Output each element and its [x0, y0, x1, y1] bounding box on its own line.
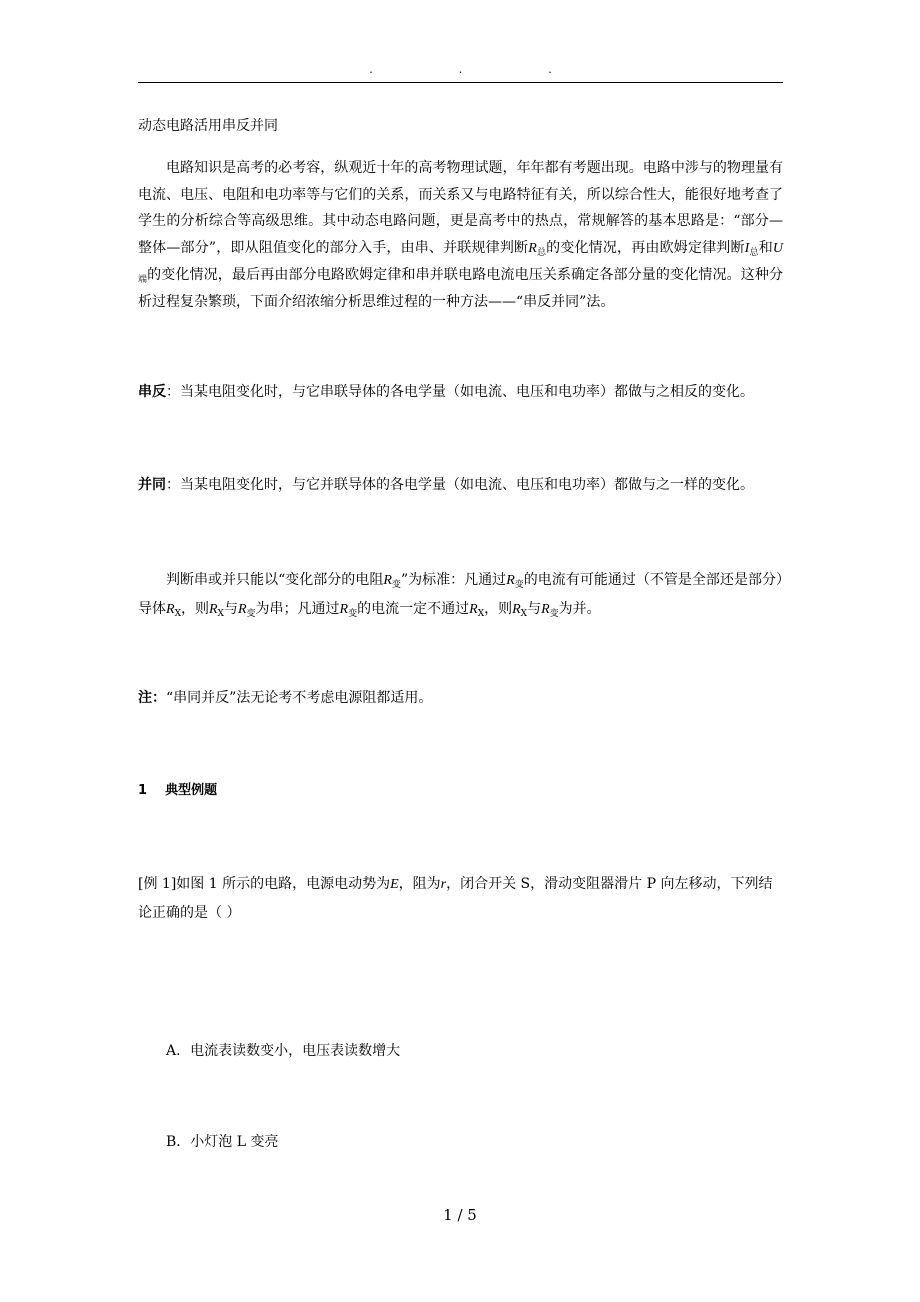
r-symbol: R	[541, 602, 550, 617]
rx-subscript: X	[520, 609, 528, 619]
e-symbol: E	[390, 877, 399, 892]
rule-text: ：当某电阻变化时，与它串联导体的各电学量（如电流、电压和电功率）都做与之相反的变化。	[166, 384, 754, 400]
example-text: ，阻为	[398, 876, 441, 892]
option-b: B．小灯泡 L 变亮	[166, 1134, 279, 1150]
rx-subscript: X	[174, 609, 181, 619]
judge-text: ，则	[484, 601, 513, 617]
judge-paragraph	[138, 566, 783, 624]
note-label: 注：	[138, 690, 166, 706]
header-dot: .	[548, 63, 552, 76]
rule-label: 并同	[138, 477, 166, 493]
rx-subscript: X	[477, 609, 485, 619]
judge-text: 与	[223, 601, 238, 617]
judge-text: 为并。	[558, 601, 601, 617]
i-symbol: I	[744, 240, 750, 256]
option-a: A．电流表读数变小，电压表读数增大	[166, 1043, 401, 1059]
rx-symbol: R	[469, 602, 478, 617]
judge-text: ，则	[180, 601, 209, 617]
note	[138, 686, 783, 711]
r-symbol: R	[506, 573, 515, 588]
intro-text: 的变化情况，最后再由部分电路欧姆定律和串并联电路电流电压关系确定各部分量的变化情况。这种分析过程复杂繁琐，下面介绍浓缩分析思维过程的一种方法——“串反并同”法。	[138, 267, 783, 310]
rx-symbol: R	[166, 602, 175, 617]
header-dot: .	[369, 63, 373, 76]
rule-series	[138, 380, 783, 405]
header-dot: .	[458, 63, 463, 76]
r-subscript: 总	[536, 247, 547, 258]
note-text: “串同并反”法无论考不考虑电源阻都适用。	[166, 690, 433, 706]
r-symbol: R	[383, 573, 392, 588]
page-number: 1 / 5	[443, 1206, 477, 1224]
r-symbol: R	[528, 240, 537, 256]
judge-text: 的电流一定不通过	[357, 601, 470, 617]
rule-parallel	[138, 473, 783, 498]
judge-text: 的电流有可能通过（不管是全部还是部分）导体	[138, 572, 783, 617]
r-symbol: r	[440, 877, 447, 892]
r-subscript: 变	[549, 609, 559, 619]
rx-symbol: R	[512, 602, 521, 617]
example-text: [例 1]如图 1 所示的电路，电源电动势为	[138, 876, 391, 892]
intro-paragraph	[138, 155, 783, 315]
rule-text: ：当某电阻变化时，与它并联导体的各电学量（如电流、电压和电功率）都做与之一样的变化。	[166, 477, 754, 493]
document-title: 动态电路活用串反并同	[138, 118, 278, 134]
judge-text: 与	[527, 601, 542, 617]
example-text: ，闭合开关 S，滑动变阻器滑片 P 向左移动，下列结论正确的是（ ）	[138, 876, 773, 921]
r-subscript: 变	[514, 580, 524, 590]
section-heading	[138, 778, 783, 803]
header-rule	[138, 82, 783, 83]
intro-text: 的变化情况，再由欧姆定律判断	[546, 239, 745, 256]
section-title: 典型例题	[165, 783, 218, 798]
intro-text: 电路知识是高考的必考容，纵观近十年的高考物理试题，年年都有考题出现。电路中涉与的物理量有电流、电压、电阻和电功率等与它们的关系，而关系又与电路特征有关，所以综合性大，能很好地考查了学生的分析综合等高级思维。其中动态电路问题，更是高考中的热点，常规解答的基本思路是：“部分—整体—部分”，即从阻值变化的部分入手，由串、并联规律判断	[138, 160, 783, 256]
r-subscript: 变	[391, 580, 401, 590]
u-symbol: U	[772, 240, 784, 256]
judge-text: 判断串或并只能以“变化部分的电阻	[166, 572, 384, 588]
judge-text: 为串；凡通过	[255, 601, 340, 617]
example-question	[138, 870, 783, 928]
r-subscript: 变	[348, 609, 358, 619]
rx-subscript: X	[217, 609, 224, 619]
r-symbol: R	[237, 602, 247, 617]
i-subscript: 总	[749, 247, 759, 258]
header-dots	[138, 63, 783, 79]
intro-text: 和	[758, 239, 773, 256]
rx-symbol: R	[208, 602, 218, 617]
section-number: 1	[138, 783, 148, 798]
rule-label: 串反	[138, 384, 166, 400]
r-subscript: 变	[246, 609, 256, 619]
u-subscript: 端	[138, 275, 148, 285]
judge-text: ”为标准：凡通过	[400, 572, 507, 588]
r-symbol: R	[339, 602, 349, 617]
